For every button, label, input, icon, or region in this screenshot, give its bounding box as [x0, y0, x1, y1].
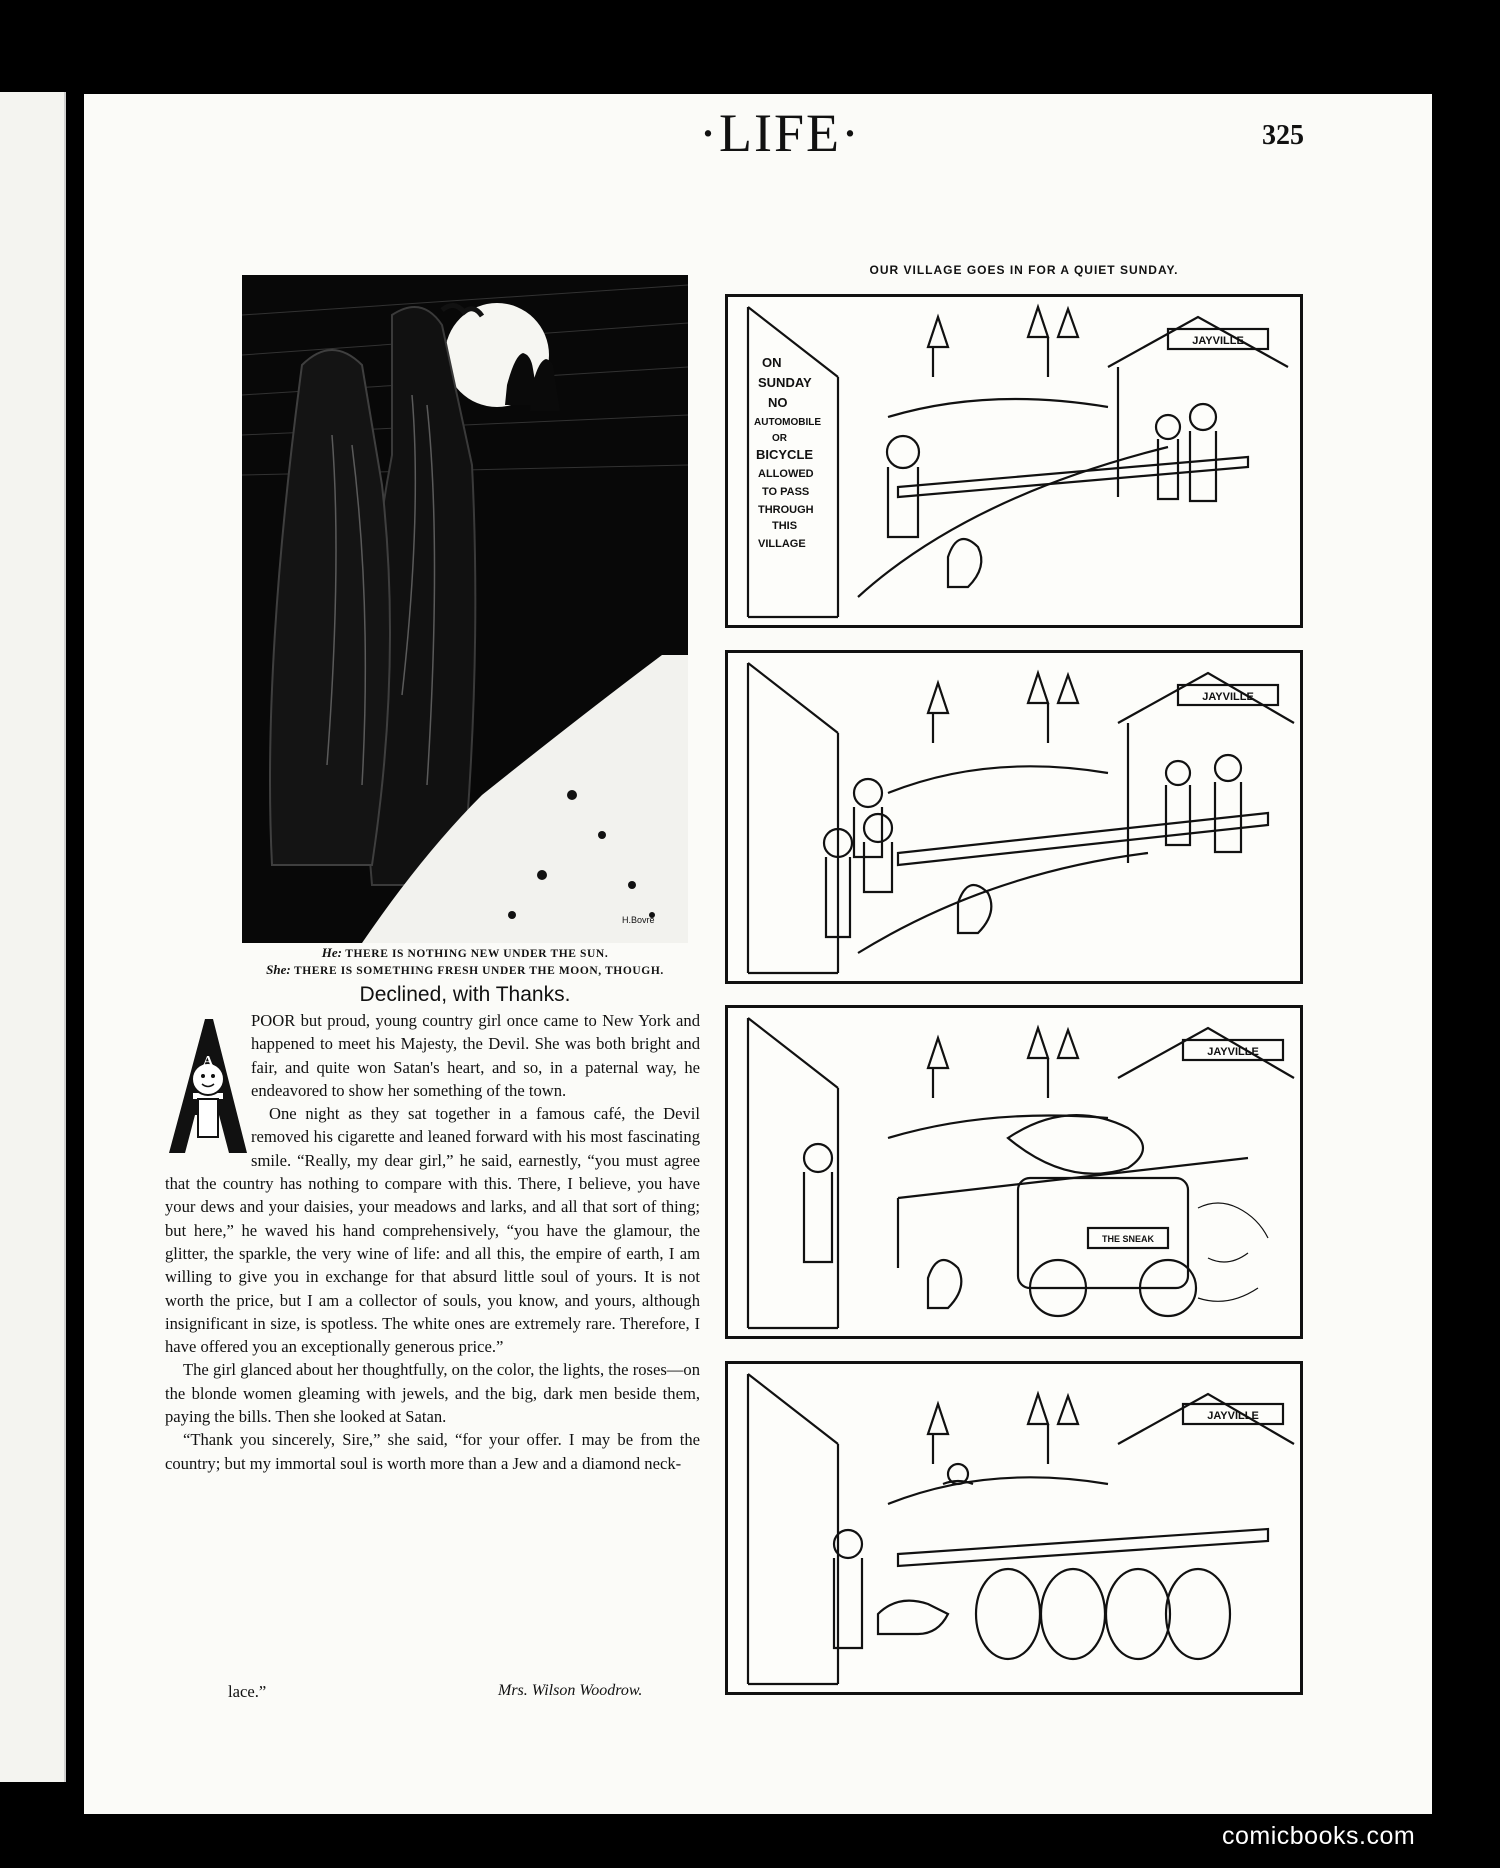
sign-line-4: AUTOMOBILE — [754, 417, 822, 428]
caption-she — [242, 962, 688, 978]
sign-line-8: TO PASS — [762, 486, 810, 498]
caption-text-he: THERE IS NOTHING NEW UNDER THE SUN. — [345, 948, 609, 960]
caption-speaker-he: He: — [321, 945, 342, 960]
sign-line-1: ON — [762, 355, 782, 370]
caption-he — [242, 945, 688, 961]
article-body — [165, 1009, 700, 1475]
drop-cap-illustration — [165, 1013, 251, 1161]
sign-line-7: ALLOWED — [758, 468, 814, 480]
sign-line-6: BICYCLE — [756, 447, 814, 462]
cartoon-panel-2 — [725, 650, 1303, 984]
article-byline: Mrs. Wilson Woodrow. — [498, 1682, 643, 1699]
moonlight-illustration — [242, 275, 688, 943]
article-paragraph-1: POOR but proud, young country girl once came to New York and happened to meet his Majesty, the Devil. She was both bright and fair, and quite won Satan's heart, and so, in a paternal way, he endeavored to show her something of the town. — [251, 1011, 700, 1100]
cartoon-panel-1 — [725, 294, 1303, 628]
station-sign: JAYVILLE — [1192, 335, 1244, 347]
caption-speaker-she: She: — [266, 962, 291, 977]
cartoon-panel-3 — [725, 1005, 1303, 1339]
sign-line-3: NO — [768, 395, 788, 410]
article-last-line: lace.” — [228, 1682, 267, 1701]
svg-text:H.Bovre: H.Bovre — [622, 915, 655, 925]
station-sign: JAYVILLE — [1202, 691, 1254, 703]
cartoon-title: OUR VILLAGE GOES IN FOR A QUIET SUNDAY. — [869, 263, 1179, 277]
station-sign: JAYVILLE — [1207, 1046, 1259, 1058]
car-label: THE SNEAK — [1101, 1234, 1155, 1244]
sign-line-9: THROUGH — [758, 504, 814, 516]
article-paragraph-4: “Thank you sincerely, Sire,” she said, “for your offer. I may be from the country; but my immortal soul is worth more than a Jew and a diamond neck- — [165, 1430, 700, 1473]
article-paragraph-3: The girl glanced about her thoughtfully, on the color, the lights, the roses—on the blonde women gleaming with jewels, and the big, dark men beside them, paying the bills. Then she looked at Satan. — [165, 1360, 700, 1427]
article-title: Declined, with Thanks. — [359, 983, 571, 1006]
sign-line-11: VILLAGE — [758, 538, 806, 550]
drop-cap-letter: A — [202, 1054, 214, 1069]
masthead: ·LIFE· — [699, 103, 861, 163]
sign-line-5: OR — [772, 433, 787, 444]
sign-line-10: THIS — [772, 520, 798, 532]
page-number: 325 — [1262, 120, 1304, 151]
caption-text-she: THERE IS SOMETHING FRESH UNDER THE MOON, THOUGH. — [293, 965, 664, 977]
cartoon-panel-4 — [725, 1361, 1303, 1695]
site-watermark: comicbooks.com — [1222, 1822, 1416, 1850]
station-sign: JAYVILLE — [1207, 1410, 1259, 1422]
sign-line-2: SUNDAY — [758, 375, 812, 390]
previous-page-edge — [0, 92, 66, 1782]
article-paragraph-2: One night as they sat together in a famous café, the Devil removed his cigarette and leaned forward with his most fascinating smile. “Really, my dear girl,” he said, earnestly, “you must agree that the country has nothing to compare with this. There, I believe, you have your dews and your daisies, your meadows and larks, and all that sort of thing; but here,” he waved his hand comprehensively, “you have the glamour, the glitter, the sparkle, the very wine of life: and all this, the empire of earth, I am willing to give you in exchange for that absurd little soul of yours. It is not worth the price, but I am a collector of souls, you know, and yours, although insignificant in size, is spotless. The white ones are extremely rare. Therefore, I have offered you an exceptionally generous price.” — [165, 1104, 700, 1357]
